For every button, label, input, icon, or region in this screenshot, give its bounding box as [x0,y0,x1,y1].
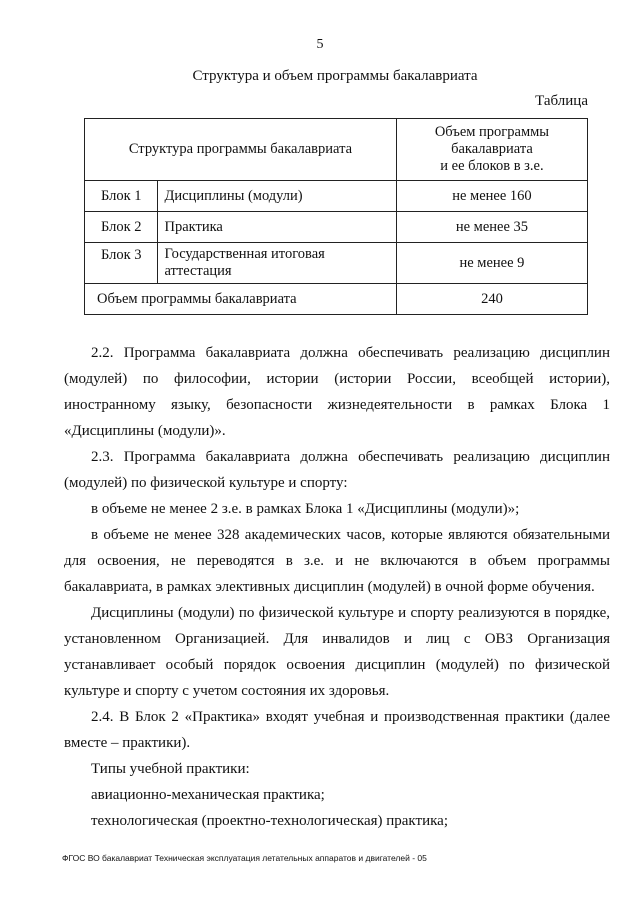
block-name-cell: Практика [158,212,396,243]
block-volume-cell: не менее 9 [396,243,587,284]
header-volume-line: и ее блоков в з.е. [440,158,544,174]
paragraph-2-4: 2.4. В Блок 2 «Практика» входят учебная и производственная практики (далее вместе – практики). [64,709,610,751]
total-label-cell: Объем программы бакалавриата [85,284,397,315]
block-cell: Блок 2 [85,212,158,243]
table-row-block-2 [85,212,588,243]
block-cell: Блок 3 [85,243,158,284]
block-name-line: Государственная итоговая [164,246,325,262]
page-footer: ФГОС ВО бакалавриат Техническая эксплуатация летательных аппаратов и двигателей - 05 [62,853,427,863]
paragraph: авиационно-механическая практика; [91,787,325,803]
paragraph: в объеме не менее 2 з.е. в рамках Блока 1 «Дисциплины (модули)»; [91,501,520,517]
body-text [64,340,610,834]
paragraph-2-3: 2.3. Программа бакалавриата должна обеспечивать реализацию дисциплин (модулей) по физической культуре и спорту: [64,449,610,491]
block-cell: Блок 1 [85,181,158,212]
block-name-cell [158,243,396,284]
total-value-cell: 240 [396,284,587,315]
document-title: Структура и объем программы бакалавриата [192,68,478,84]
header-volume-line: Объем программы [434,124,550,140]
page-number: 5 [316,37,324,52]
block-name-line: аттестация [164,263,232,279]
table-row-block-1 [85,181,588,212]
paragraph: Дисциплины (модули) по физической культуре и спорту реализуются в порядке, установленном Организацией. Для инвалидов и лиц с ОВЗ Организация устанавливает особый порядок освоения дисциплин (модулей) по физической культуре и спорту с учетом состояния их здоровья. [64,605,610,699]
paragraph: в объеме не менее 328 академических часов, которые являются обязательными для освоения, не переводятся в з.е. и не включаются в объем программы бакалавриата, в рамках элективных дисциплин (модулей) в очной форме обучения. [64,527,610,595]
header-volume-cell [396,119,587,181]
block-name-cell: Дисциплины (модули) [158,181,396,212]
program-structure-table [84,118,588,315]
block-volume-cell: не менее 35 [396,212,587,243]
table-row-block-3 [85,243,588,284]
header-volume-line: бакалавриата [451,141,533,157]
paragraph-2-2: 2.2. Программа бакалавриата должна обеспечивать реализацию дисциплин (модулей) по философии, истории (истории России, всеобщей истории), иностранному языку, безопасности жизнедеятельности в рамках Блока 1 «Дисциплины (модули)». [64,345,610,439]
paragraph: технологическая (проектно-технологическая) практика; [91,813,448,829]
header-structure-cell: Структура программы бакалавриата [85,119,397,181]
paragraph: Типы учебной практики: [91,761,250,777]
table-header-row [85,119,588,181]
block-volume-cell: не менее 160 [396,181,587,212]
table-total-row [85,284,588,315]
table-label: Таблица [535,93,588,109]
